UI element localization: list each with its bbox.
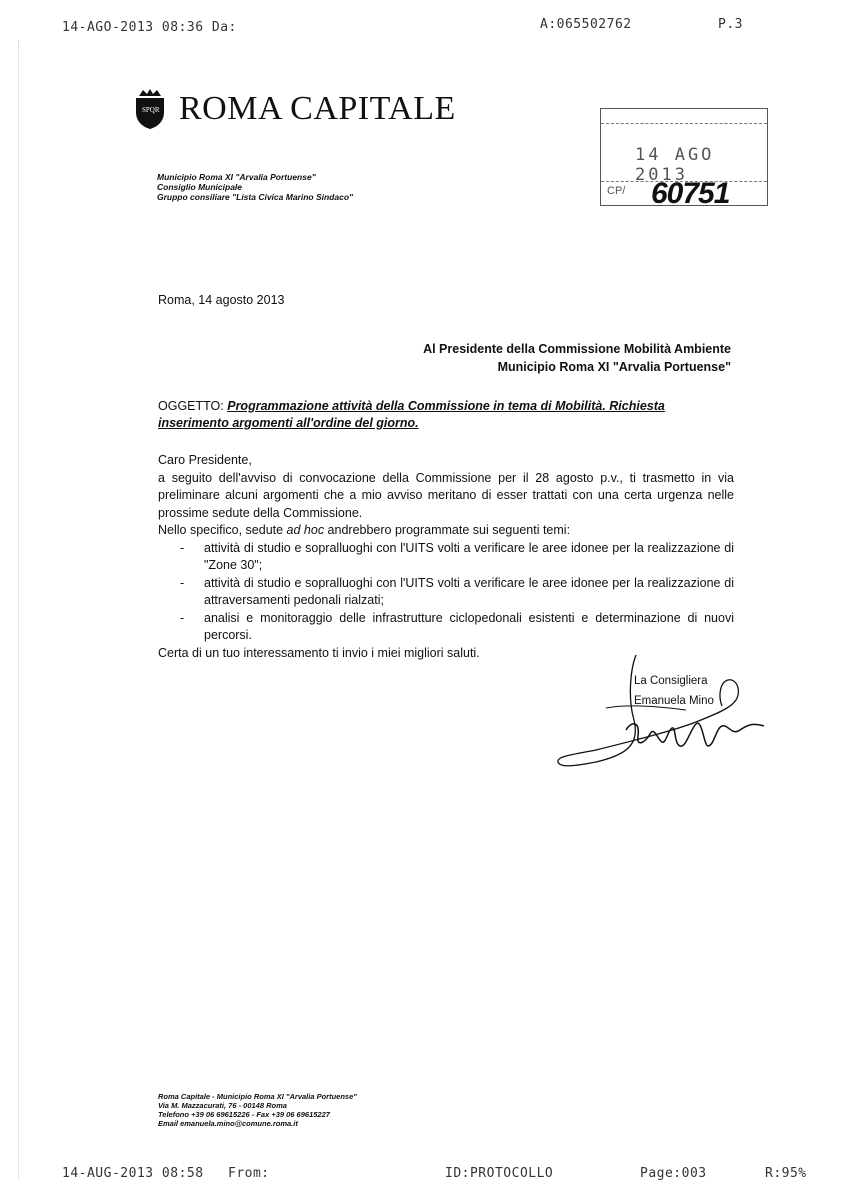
bullet-dash: - [180, 610, 185, 625]
list-item [158, 610, 734, 645]
fax-header-left: 14-AGO-2013 08:36 Da: [62, 20, 237, 35]
list-item-text: attività di studio e sopralluoghi con l'UITS volti a verificare le aree idonee per la realizzazione di attraversamenti pedonali rialzati; [204, 575, 734, 607]
letterhead [133, 88, 456, 130]
signer-name: Emanuela Mino [634, 695, 714, 707]
sender-organization [157, 172, 353, 202]
subject-text: Programmazione attività della Commissione in tema di Mobilità. Richiesta inserimento argomenti all'ordine del giorno. [158, 399, 665, 430]
list-item [158, 540, 734, 575]
stamp-date: 14 AGO 2013 [635, 145, 715, 185]
closing: Certa di un tuo interessamento ti invio i miei migliori saluti. [158, 645, 480, 660]
stamp-protocol-number: 60751 [651, 177, 730, 210]
list-item [158, 575, 734, 610]
intro-emphasis: ad hoc [286, 523, 325, 537]
addressee-line: Al Presidente della Commissione Mobilità Ambiente [423, 342, 731, 356]
footer-line: Via M. Mazzacurati, 76 - 00148 Roma [158, 1101, 287, 1110]
fax-header-number: A:065502762 [540, 17, 632, 32]
fax-footer-id: ID:PROTOCOLLO [445, 1166, 554, 1181]
org-line: Consiglio Municipale [157, 182, 243, 192]
addressee-line: Municipio Roma XI "Arvalia Portuense" [497, 360, 731, 374]
bullet-dash: - [180, 575, 185, 590]
footer-email: Email emanuela.mino@comune.roma.it [158, 1119, 298, 1128]
fax-footer-page: Page:003 [640, 1166, 707, 1181]
protocol-stamp [600, 108, 768, 210]
fax-footer-from: From: [228, 1166, 270, 1181]
svg-text:SPQR: SPQR [142, 106, 160, 114]
topics-list [158, 540, 734, 645]
fax-header-page: P.3 [718, 17, 743, 32]
subject-label: OGGETTO: [158, 399, 224, 413]
handwritten-signature-icon [556, 650, 776, 775]
scan-margin-line [18, 40, 19, 1180]
footer-address [158, 1092, 357, 1128]
footer-line: Telefono +39 06 69615226 - Fax +39 06 69615227 [158, 1110, 330, 1119]
fax-footer-resolution: R:95% [765, 1166, 807, 1181]
subject-line [158, 398, 738, 432]
org-line: Municipio Roma XI "Arvalia Portuense" [157, 172, 316, 182]
signer-role: La Consigliera [634, 675, 708, 687]
letter-body [158, 452, 734, 662]
org-line: Gruppo consiliare "Lista Civica Marino Sindaco" [157, 192, 354, 202]
body-intro [158, 522, 734, 540]
intro-text: andrebbero programmate sui seguenti temi: [324, 523, 571, 537]
stamp-cp-label: CP/ [607, 185, 626, 197]
list-item-text: attività di studio e sopralluoghi con l'UITS volti a verificare le aree idonee per la realizzazione di "Zone 30"; [204, 540, 734, 572]
signature-block [556, 650, 776, 775]
fax-footer-date: 14-AUG-2013 08:58 [62, 1166, 204, 1181]
intro-text: Nello specifico, sedute [158, 523, 287, 537]
body-paragraph: a seguito dell'avviso di convocazione della Commissione per il 28 agosto p.v., ti trasmetto in via preliminare alcuni argomenti che a mio avviso meritano di esser trattati con una certa urgenza nelle prossime sedute della Commissione. [158, 470, 734, 520]
stamp-header-band [601, 109, 767, 124]
roma-capitale-emblem-icon [133, 88, 167, 130]
letterhead-title: ROMA CAPITALE [179, 90, 456, 127]
list-item-text: analisi e monitoraggio delle infrastrutture ciclopedonali esistenti e determinazione di nuovi percorsi. [204, 610, 734, 642]
footer-line: Roma Capitale - Municipio Roma XI "Arvalia Portuense" [158, 1092, 357, 1101]
place-date: Roma, 14 agosto 2013 [158, 293, 285, 307]
bullet-dash: - [180, 540, 185, 555]
greeting: Caro Presidente, [158, 453, 252, 467]
